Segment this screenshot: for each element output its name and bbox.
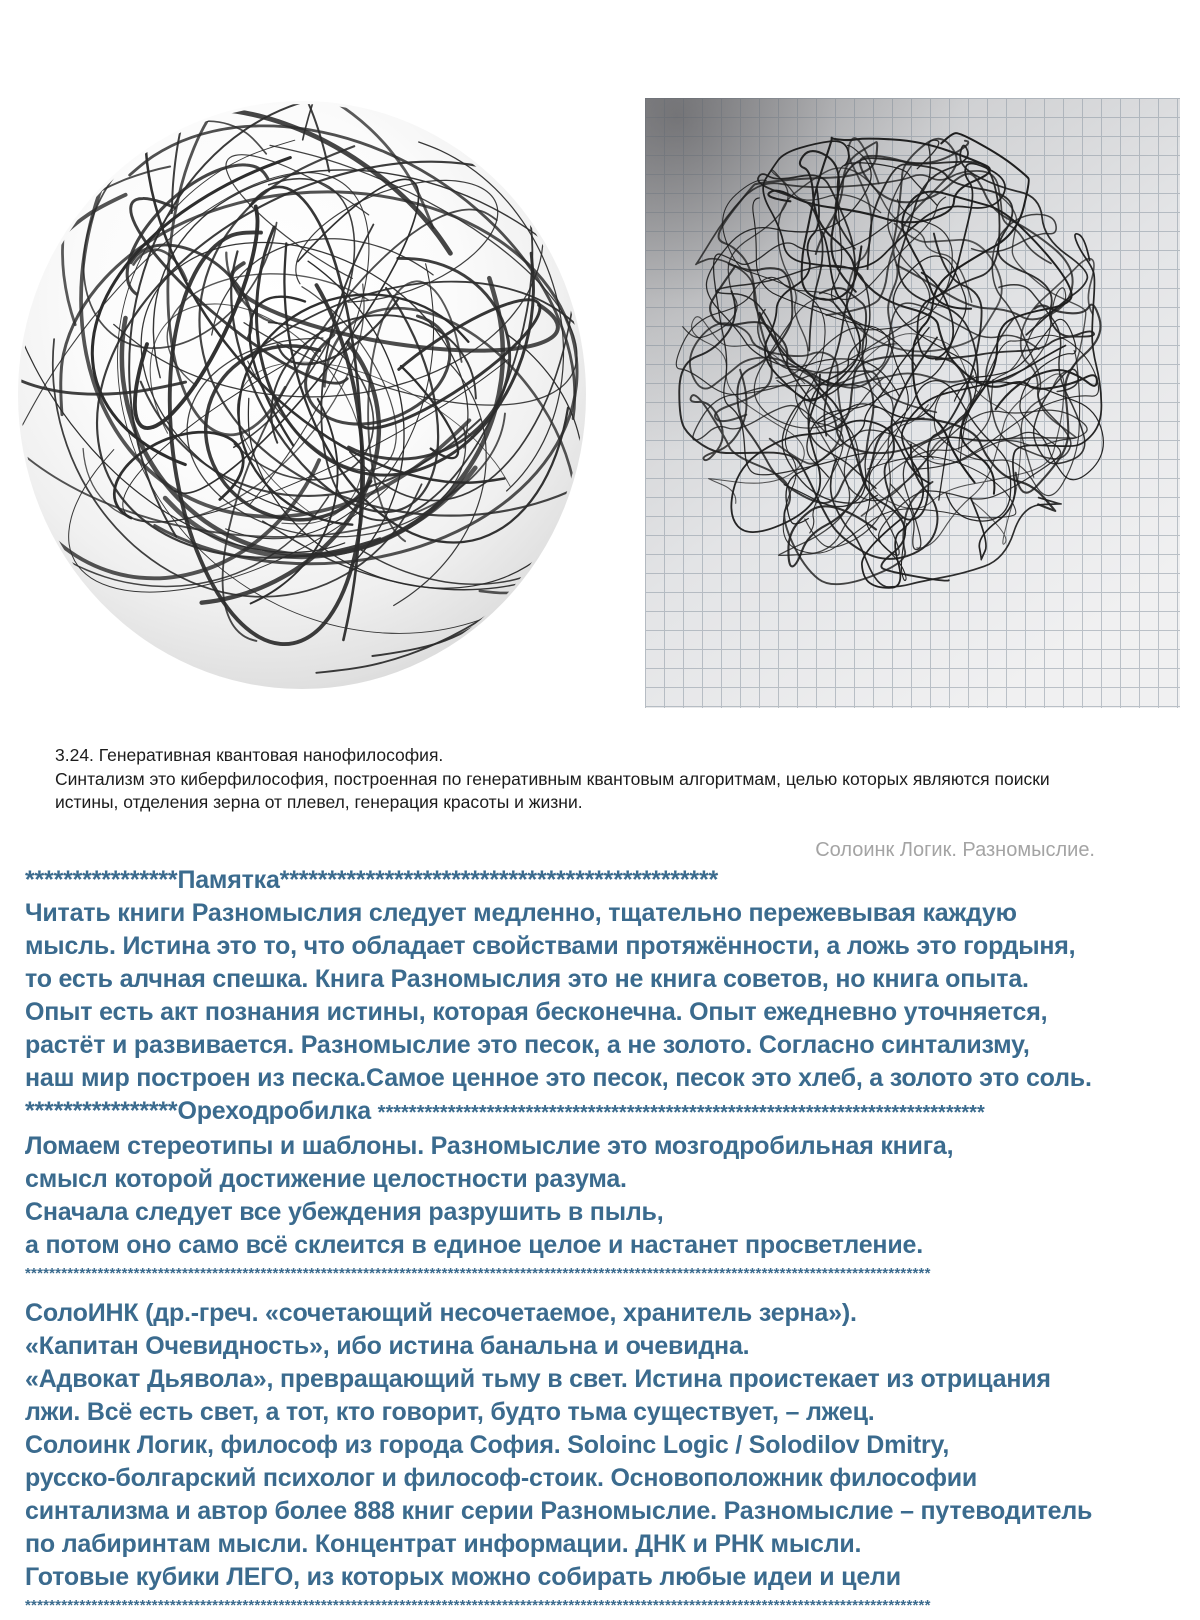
sphere-svg — [15, 98, 600, 696]
text-line: растёт и развивается. Разномыслие это песок, а не золото. Согласно синтализму, — [25, 1031, 1030, 1059]
text-line: Читать книги Разномыслия следует медленно, тщательно пережевывая каждую — [25, 899, 1017, 927]
header-lead: ****************Ореходробилка — [25, 1097, 378, 1125]
header-tail: ****************************************************************************** — [377, 1102, 985, 1124]
text-line: лжи. Всё есть свет, а тот, кто говорит, будто тьма существует, – лжец. — [25, 1398, 875, 1426]
text-line: наш мир построен из песка.Самое ценное это песок, песок это хлеб, а золото это соль. — [25, 1064, 1092, 1092]
text-line: Сначала следует все убеждения разрушить в пыль, — [25, 1198, 664, 1226]
figure-caption — [55, 744, 1105, 815]
text-line: синтализма и автор более 888 книг серии Разномыслие. Разномыслие – путеводитель — [25, 1497, 1093, 1525]
section-soloink — [25, 1297, 1145, 1594]
graph-svg — [645, 98, 1180, 708]
text-line: Опыт есть акт познания истины, которая бесконечна. Опыт ежедневно уточняется, — [25, 998, 1048, 1026]
caption-body-line-2: истины, отделения зерна от плевел, генерация красоты и жизни. — [55, 792, 583, 812]
text-line: Солоинк Логик, философ из города София. Soloinc Logic / Solodilov Dmitry, — [25, 1431, 950, 1459]
figure-scribble-graph-paper — [645, 98, 1180, 708]
caption-title: 3.24. Генеративная квантовая нанофилософия. — [55, 745, 444, 765]
text-line: по лабиринтам мысли. Концентрат информации. ДНК и РНК мысли. — [25, 1530, 862, 1558]
text-line: Ломаем стереотипы и шаблоны. Разномыслие это мозгодробильная книга, — [25, 1132, 954, 1160]
text-line: смысл которой достижение целостности разума. — [25, 1165, 627, 1193]
text-line: СолоИНК (др.-греч. «сочетающий несочетаемое, хранитель зерна»). — [25, 1299, 857, 1327]
caption-body-line-1: Синтализм это киберфилософия, построенная по генеративным квантовым алгоритмам, целью которых являются поиски — [55, 768, 1050, 789]
figure-scribble-sphere — [15, 98, 600, 696]
text-line: русско-болгарский психолог и философ-стоик. Основоположник философии — [25, 1464, 978, 1492]
separator-asterisks-bottom: ****************************************************************************************************************************************************** — [25, 1597, 931, 1614]
section-header-pamyatka: ****************Памятка********************************************** — [25, 866, 719, 894]
main-text-block — [25, 864, 1145, 1618]
text-line: а потом оно само всё склеится в единое целое и настанет просветление. — [25, 1231, 923, 1259]
separator-asterisks: ****************************************************************************************************************************************************** — [25, 1265, 931, 1282]
text-line: Готовые кубики ЛЕГО, из которых можно собирать любые идеи и цели — [25, 1563, 901, 1591]
text-line: то есть алчная спешка. Книга Разномыслия это не книга советов, но книга опыта. — [25, 965, 1029, 993]
text-line: мысль. Истина это то, что обладает свойствами протяжённости, а ложь это гордыня, — [25, 932, 1076, 960]
attribution-line: Солоинк Логик. Разномыслие. — [815, 839, 1095, 861]
text-line: «Адвокат Дьявола», превращающий тьму в свет. Истина проистекает из отрицания — [25, 1365, 1051, 1393]
text-line: «Капитан Очевидность», ибо истина банальна и очевидна. — [25, 1332, 750, 1360]
section-header-orehodrobilka — [25, 1095, 1145, 1130]
